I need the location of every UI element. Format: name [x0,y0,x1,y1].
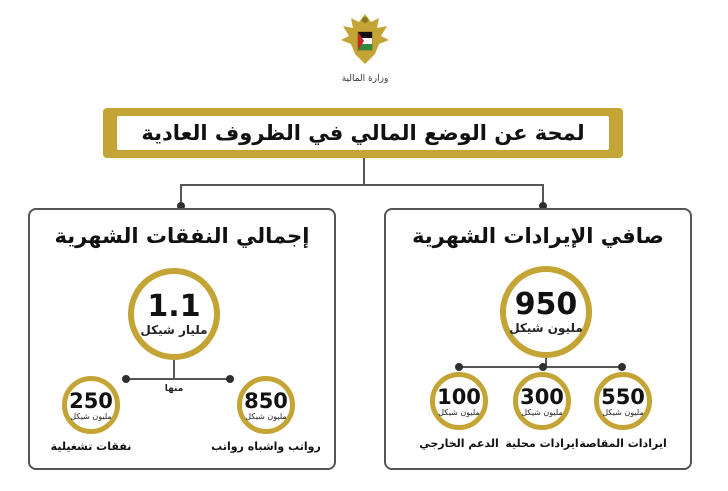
eagle-emblem-icon [333,8,397,72]
expenses-item-unit-1: مليون شيكل [245,411,287,421]
main-title-bar [103,108,623,158]
expenses-item-value-1: 850 [244,388,288,413]
revenue-item-unit-3: مليون شيكل [438,407,480,417]
revenue-item-label-1: ايرادات المقاصة [579,437,667,450]
expenses-connector-vertical [173,360,175,378]
expenses-title: إجمالي النفقات الشهرية [54,224,310,248]
revenue-item-circle-1 [594,372,652,430]
expenses-connector-horizontal [126,378,230,380]
revenue-item-unit-2: مليون شيكل [521,407,563,417]
connector-vertical-main [363,158,365,184]
expenses-total-unit: مليار شيكل [140,323,208,337]
expenses-dot-right [226,375,234,383]
expenses-item-unit-2: مليون شيكل [70,411,112,421]
revenue-item-label-3: الدعم الخارجي [419,437,499,450]
expenses-item-label-2: نفقات تشغيلية [50,440,132,453]
revenue-item-unit-1: مليون شيكل [602,407,644,417]
revenue-total-value: 950 [514,287,578,322]
expenses-total-circle [128,268,220,360]
revenue-dot-2 [539,363,547,371]
revenue-item-circle-2 [513,372,571,430]
expenses-connector-label: منها [164,384,184,394]
revenue-dot-1 [618,363,626,371]
page-title: لمحة عن الوضع المالي في الظروف العادية [117,116,609,150]
expenses-item-circle-2 [62,376,120,434]
expenses-item-label-1: رواتب واشباه رواتب [211,440,321,453]
ministry-caption: وزارة المالية [341,74,389,84]
revenue-title: صافي الإيرادات الشهرية [412,224,664,248]
ministry-logo [333,8,397,88]
revenue-item-label-2: ايرادات محلية [505,437,579,450]
revenue-item-value-3: 100 [437,384,481,409]
revenue-dot-3 [455,363,463,371]
expenses-item-circle-1 [237,376,295,434]
revenue-item-value-2: 300 [520,384,564,409]
expenses-total-value: 1.1 [147,289,201,324]
expenses-dot-left [122,375,130,383]
revenue-total-unit: مليون شيكل [509,321,583,335]
revenue-total-circle [500,266,592,358]
connector-horizontal-main [180,184,544,186]
revenue-item-circle-3 [430,372,488,430]
expenses-item-value-2: 250 [69,388,113,413]
revenue-item-value-1: 550 [601,384,645,409]
